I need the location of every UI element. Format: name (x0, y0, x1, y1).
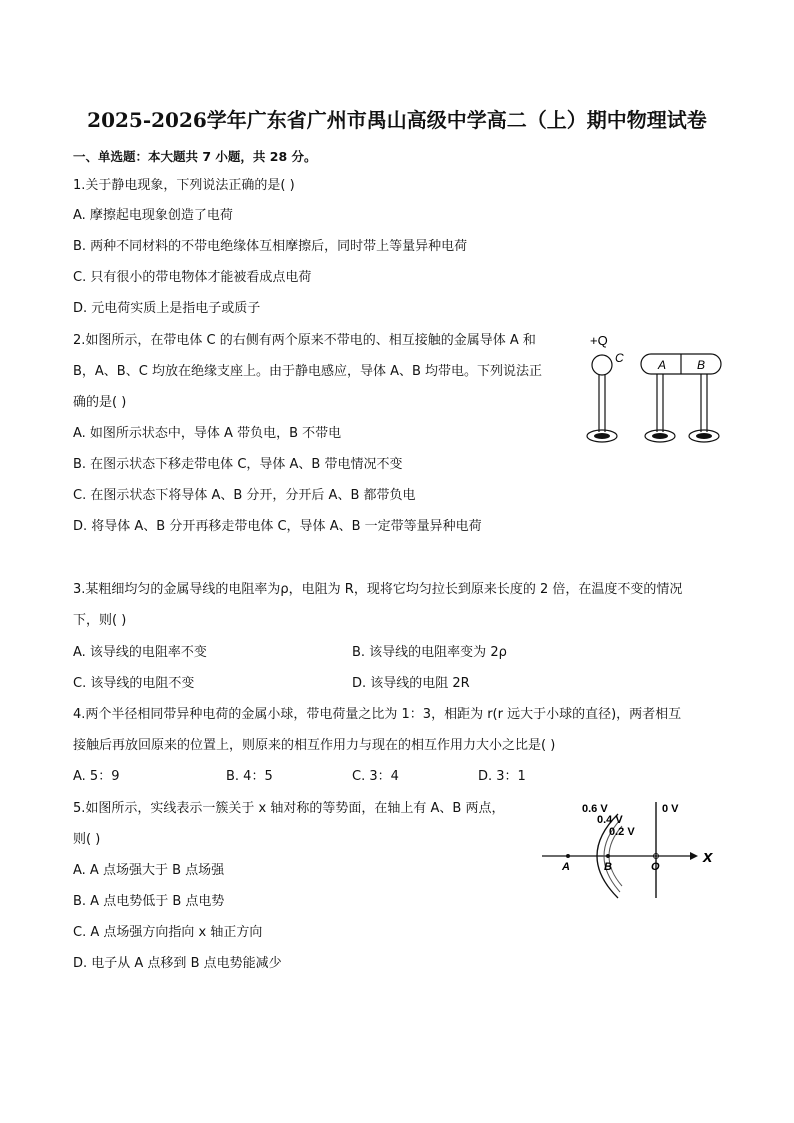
exam-title: 2025-2026学年广东省广州市禺山高级中学高二（上）期中物理试卷 (87, 108, 707, 132)
q5-option-c[interactable]: C. A 点场强方向指向 x 轴正方向 (73, 925, 263, 940)
q3-option-c[interactable]: C. 该导线的电阻不变 (73, 676, 195, 691)
q5-option-d[interactable]: D. 电子从 A 点移到 B 点电势能减少 (73, 956, 282, 971)
q2-stem-line3: 确的是( ) (73, 395, 127, 410)
point-a-label: A (562, 861, 570, 873)
q2-option-a[interactable]: A. 如图所示状态中，导体 A 带负电，B 不带电 (73, 426, 342, 441)
q4-option-a[interactable]: A. 5：9 (73, 769, 120, 784)
c-label: C (615, 351, 624, 365)
b-label: B (697, 358, 706, 372)
x-axis-label: x (703, 847, 713, 866)
q3-option-d[interactable]: D. 该导线的电阻 2R (352, 676, 470, 691)
q2-option-d[interactable]: D. 将导体 A、B 分开再移走带电体 C，导体 A、B 一定带等量异种电荷 (73, 519, 482, 534)
a-label: A (658, 358, 667, 372)
q1-option-d[interactable]: D. 元电荷实质上是指电子或质子 (73, 301, 261, 316)
q2-option-b[interactable]: B. 在图示状态下移走带电体 C，导体 A、B 带电情况不变 (73, 457, 403, 472)
q4-stem-line2: 接触后再放回原来的位置上，则原来的相互作用力与现在的相互作用力大小之比是( ) (73, 738, 556, 753)
q5-option-b[interactable]: B. A 点电势低于 B 点电势 (73, 894, 225, 909)
origin-label: O (651, 861, 660, 873)
label-04v: 0.4 V (597, 814, 623, 826)
label-06v: 0.6 V (582, 803, 608, 815)
q4-option-d[interactable]: D. 3：1 (478, 769, 526, 784)
q1-option-b[interactable]: B. 两种不同材料的不带电绝缘体互相摩擦后，同时带上等量异种电荷 (73, 239, 468, 254)
q1-option-c[interactable]: C. 只有很小的带电物体才能被看成点电荷 (73, 270, 312, 285)
x-axis-arrow-icon (690, 852, 698, 860)
q2-stem-line2: B，A、B、C 均放在绝缘支座上。由于静电感应，导体 A、B 均带电。下列说法正 (73, 364, 543, 379)
label-02v: 0.2 V (609, 826, 635, 838)
point-b (606, 854, 610, 858)
q1-stem: 1.关于静电现象，下列说法正确的是( ) (73, 178, 295, 193)
q5-equipotential-figure (538, 798, 728, 902)
q3-stem-line1: 3.某粗细均匀的金属导线的电阻率为ρ，电阻为 R，现将它均匀拉长到原来长度的 2 倍，在温度不变的情况 (73, 582, 683, 597)
q1-option-a[interactable]: A. 摩擦起电现象创造了电荷 (73, 208, 233, 223)
q2-electrostatic-figure (578, 328, 728, 450)
point-b-label: B (604, 861, 612, 873)
label-0v: 0 V (662, 803, 679, 815)
q2-stem-line1: 2.如图所示，在带电体 C 的右侧有两个原来不带电的、相互接触的金属导体 A 和 (73, 333, 536, 348)
q2-option-c[interactable]: C. 在图示状态下将导体 A、B 分开，分开后 A、B 都带负电 (73, 488, 416, 503)
q4-option-c[interactable]: C. 3：4 (352, 769, 399, 784)
q4-stem-line1: 4.两个半径相同带异种电荷的金属小球，带电荷量之比为 1：3，相距为 r(r 远大于小球的直径)，两者相互 (73, 707, 682, 722)
q5-stem-line1: 5.如图所示，实线表示一簇关于 x 轴对称的等势面，在轴上有 A、B 两点， (73, 801, 505, 816)
charged-sphere-c (592, 355, 612, 375)
q5-option-a[interactable]: A. A 点场强大于 B 点场强 (73, 863, 225, 878)
section-header: 一、单选题：本大题共 7 小题，共 28 分。 (73, 149, 317, 164)
charge-label: +Q (590, 333, 608, 348)
q3-option-b[interactable]: B. 该导线的电阻率变为 2ρ (352, 645, 507, 660)
q3-option-a[interactable]: A. 该导线的电阻率不变 (73, 645, 207, 660)
point-a (566, 854, 570, 858)
q3-stem-line2: 下，则( ) (73, 613, 127, 628)
q5-stem-line2: 则( ) (73, 832, 101, 847)
q4-option-b[interactable]: B. 4：5 (226, 769, 273, 784)
